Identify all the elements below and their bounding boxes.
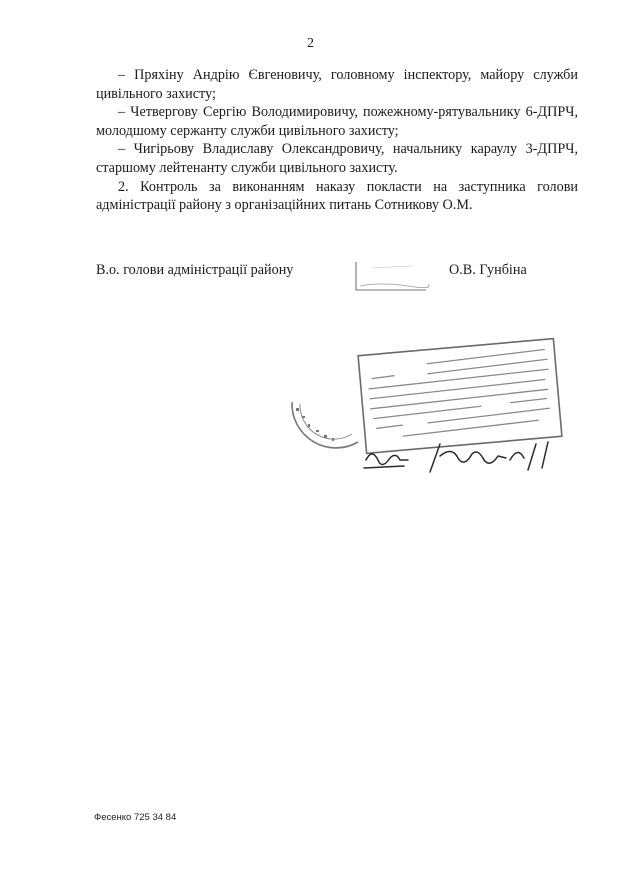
footer-contact: Фесенко 725 34 84 [94, 812, 177, 823]
paragraph-chyhiriov: – Чигірьову Владиславу Олександровичу, начальнику караулу 3-ДПРЧ, старшому лейтенанту служби цивільного захисту. [96, 141, 578, 176]
handwritten-signature [360, 438, 560, 490]
order-body [96, 66, 578, 215]
paragraph-pryakhin: – Пряхіну Андрію Євгеновичу, головному інспектору, майору служби цивільного захисту; [96, 67, 578, 102]
page-number: 2 [307, 36, 314, 51]
paragraph-chetverhov: – Четвергову Сергію Володимировичу, пожежному-рятувальнику 6-ДПРЧ, молодшому сержанту служби цивільного захисту; [96, 104, 578, 139]
paragraph-control: 2. Контроль за виконанням наказу покласти на заступника голови адміністрації району з організаційних питань Сотникову О.М. [96, 178, 578, 214]
signatory-name: О.В. Гунбіна [449, 262, 527, 278]
signature-placeholder-mark [352, 260, 432, 294]
signatory-title: В.о. голови адміністрації району [96, 262, 294, 278]
round-seal [280, 372, 360, 462]
